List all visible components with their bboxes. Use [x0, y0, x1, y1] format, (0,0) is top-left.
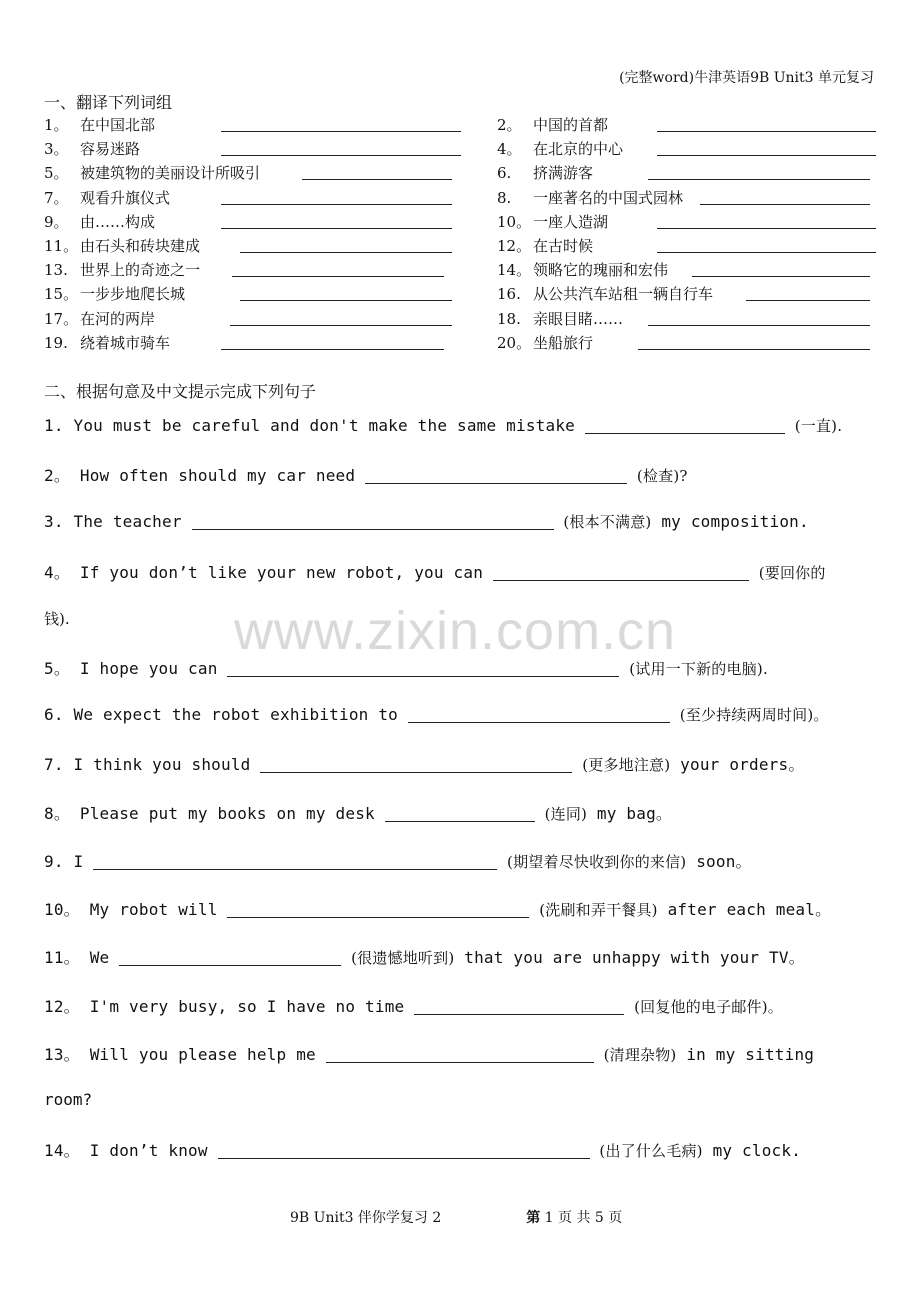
sentence-text: We: [89, 948, 110, 967]
answer-line[interactable]: [230, 325, 452, 326]
answer-blank[interactable]: [414, 998, 624, 1015]
sentence-text: How often should my car need: [79, 466, 356, 485]
sentence-tail: in my sitting: [686, 1045, 815, 1064]
vocab-item: [44, 259, 200, 280]
sentence-tail: my clock.: [712, 1141, 802, 1160]
sentence-text: You must be careful and don't make the same mistake: [73, 416, 575, 435]
answer-line[interactable]: [746, 300, 870, 301]
sentence-text: My robot will: [89, 900, 218, 919]
sentence-text: The teacher: [73, 512, 182, 531]
vocab-text: 中国的首都: [533, 116, 609, 134]
vocab-text: 一座人造湖: [533, 212, 609, 231]
vocab-item: [44, 283, 185, 304]
chinese-hint: (试用一下新的电脑).: [629, 660, 768, 678]
sentence-text: We expect the robot exhibition to: [73, 705, 398, 724]
page-footer: [290, 1207, 622, 1227]
vocab-text: 观看升旗仪式: [80, 188, 171, 207]
vocab-item: [497, 332, 593, 353]
answer-line[interactable]: [221, 228, 452, 229]
vocab-text: 亲眼目睹……: [533, 309, 624, 328]
sentence-number: 2。: [44, 466, 71, 485]
vocab-number: 9。: [44, 212, 69, 231]
chinese-hint: (连同): [544, 805, 588, 823]
chinese-hint: (期望着尽快收到你的来信): [507, 853, 687, 871]
vocab-item: [497, 162, 593, 183]
answer-line[interactable]: [657, 252, 876, 253]
sentence-item: [44, 511, 809, 532]
vocab-item: [44, 235, 200, 256]
sentence-text: I don’t know: [89, 1141, 208, 1160]
footer-page-suffix: 页: [608, 1210, 623, 1226]
vocab-number: 19.: [44, 333, 68, 352]
sentence-tail: my composition.: [661, 512, 809, 531]
vocab-text: 由石头和砖块建成: [80, 237, 201, 255]
answer-line[interactable]: [692, 276, 870, 277]
chinese-hint: (一直).: [794, 417, 843, 435]
sentence-number: 4。: [44, 563, 71, 582]
vocab-number: 11。: [44, 237, 79, 255]
vocab-number: 8.: [497, 188, 512, 207]
vocab-text: 在古时候: [533, 237, 594, 255]
answer-line[interactable]: [232, 276, 444, 277]
vocab-item: [497, 187, 683, 208]
vocab-number: 13.: [44, 261, 68, 280]
sentence-text: I'm very busy, so I have no time: [89, 997, 405, 1016]
vocab-text: 一步步地爬长城: [80, 285, 186, 304]
vocab-number: 3。: [44, 140, 69, 159]
sentence-number: 10。: [44, 900, 80, 919]
vocab-item: [44, 308, 155, 329]
sentence-item: [44, 994, 783, 1017]
answer-blank[interactable]: [192, 513, 554, 530]
sentence-continuation: room?: [44, 1090, 93, 1109]
vocab-text: 容易迷路: [80, 140, 141, 159]
answer-line[interactable]: [302, 179, 452, 180]
vocab-text: 绕着城市骑车: [80, 333, 171, 352]
footer-page-mid: 页 共: [558, 1210, 591, 1226]
sentence-item: [44, 560, 826, 583]
vocab-item: [497, 259, 668, 280]
vocab-item: [497, 308, 623, 329]
answer-blank[interactable]: [119, 949, 341, 966]
sentence-text: I: [73, 852, 84, 871]
vocab-number: 1。: [44, 116, 69, 134]
vocab-item: [44, 162, 260, 183]
chinese-hint: (很遗憾地听到): [351, 949, 455, 967]
chinese-hint: (根本不满意): [563, 513, 652, 531]
sentence-number: 8。: [44, 804, 71, 823]
chinese-hint: (更多地注意): [582, 756, 671, 774]
answer-blank[interactable]: [585, 417, 785, 434]
answer-blank[interactable]: [227, 660, 619, 677]
sentence-tail: soon。: [696, 852, 752, 871]
vocab-item: [44, 332, 170, 353]
sentence-number: 1.: [44, 416, 64, 435]
answer-line[interactable]: [648, 325, 870, 326]
answer-line[interactable]: [638, 349, 870, 350]
answer-line[interactable]: [700, 204, 870, 205]
answer-blank[interactable]: [493, 564, 749, 581]
answer-blank[interactable]: [365, 467, 627, 484]
sentence-number: 3.: [44, 512, 64, 531]
answer-line[interactable]: [240, 300, 452, 301]
vocab-number: 4。: [497, 140, 522, 159]
vocab-text: 一座著名的中国式园林: [533, 188, 684, 207]
sentence-number: 6.: [44, 705, 64, 724]
footer-page-prefix: 第: [526, 1210, 541, 1226]
sentence-item: [44, 945, 805, 968]
answer-blank[interactable]: [218, 1142, 590, 1159]
answer-line[interactable]: [221, 349, 444, 350]
vocab-text: 在河的两岸: [80, 309, 156, 328]
vocab-text: 从公共汽车站租一辆自行车: [533, 285, 714, 304]
vocab-text: 坐船旅行: [533, 333, 594, 352]
vocab-item: [497, 211, 608, 232]
answer-line[interactable]: [648, 179, 870, 180]
section2-title: 二、根据句意及中文提示完成下列句子: [44, 382, 317, 401]
chinese-hint: (检查)?: [636, 467, 688, 485]
section1-title: 一、翻译下列词组: [44, 93, 173, 112]
answer-blank[interactable]: [260, 756, 572, 773]
vocab-number: 10。: [497, 212, 532, 231]
vocab-number: 12。: [497, 237, 532, 255]
vocab-number: 7。: [44, 188, 69, 207]
answer-line[interactable]: [657, 228, 876, 229]
chinese-hint: (出了什么毛病): [599, 1142, 703, 1160]
vocab-number: 17。: [44, 309, 79, 328]
sentence-number: 9.: [44, 852, 64, 871]
sentence-number: 13。: [44, 1045, 80, 1064]
sentence-number: 14。: [44, 1141, 80, 1160]
sentence-number: 11。: [44, 948, 80, 967]
sentence-text: I hope you can: [79, 659, 218, 678]
vocab-number: 16.: [497, 285, 521, 304]
watermark: www.zixin.com.cn: [234, 601, 677, 661]
vocab-text: 在中国北部: [80, 116, 156, 134]
vocab-item: [497, 283, 713, 304]
chinese-hint: (要回你的: [758, 564, 826, 582]
chinese-hint: (至少持续两周时间)。: [679, 706, 829, 724]
answer-line[interactable]: [221, 204, 452, 205]
answer-line[interactable]: [221, 155, 461, 156]
vocab-number: 15。: [44, 285, 79, 304]
answer-line[interactable]: [657, 131, 876, 132]
vocab-item: [44, 114, 155, 135]
answer-blank[interactable]: [93, 853, 497, 870]
chinese-hint: (回复他的电子邮件)。: [634, 998, 783, 1016]
vocab-item: [44, 187, 170, 208]
sentence-tail: that you are unhappy with your TV。: [464, 948, 805, 967]
sentence-item: [44, 415, 842, 436]
answer-line[interactable]: [657, 155, 876, 156]
sentence-item: [44, 849, 752, 872]
vocab-text: 被建筑物的美丽设计所吸引: [80, 164, 261, 183]
vocab-number: 18.: [497, 309, 521, 328]
vocab-item: [44, 138, 140, 159]
answer-line[interactable]: [221, 131, 461, 132]
sentence-item: [44, 463, 688, 486]
sentence-continuation: 钱).: [44, 610, 70, 628]
sentence-tail: after each meal。: [667, 900, 832, 919]
sentence-text: Please put my books on my desk: [79, 804, 375, 823]
sentence-item: [44, 801, 672, 824]
answer-blank[interactable]: [227, 901, 529, 918]
sentence-number: 7.: [44, 755, 64, 774]
vocab-item: [497, 138, 623, 159]
answer-blank[interactable]: [408, 706, 670, 723]
sentence-item: [44, 704, 829, 725]
chinese-hint: (洗刷和弄干餐具): [539, 901, 658, 919]
chinese-hint: (清理杂物): [603, 1046, 677, 1064]
answer-blank[interactable]: [326, 1046, 594, 1063]
sentence-item: [44, 1138, 801, 1161]
footer-title: 9B Unit3 伴你学复习 2: [290, 1210, 442, 1226]
sentence-text: If you don’t like your new robot, you can: [79, 563, 484, 582]
vocab-text: 领略它的瑰丽和宏伟: [533, 261, 669, 280]
vocab-number: 2。: [497, 116, 522, 134]
sentence-item: [44, 752, 805, 775]
sentence-tail: my bag。: [596, 804, 673, 823]
vocab-text: 由……构成: [80, 212, 156, 231]
page-header: (完整word)牛津英语9B Unit3 单元复习: [619, 70, 874, 86]
sentence-number: 12。: [44, 997, 80, 1016]
vocab-number: 5。: [44, 164, 69, 183]
sentence-item: [44, 897, 831, 920]
sentence-text: I think you should: [73, 755, 251, 774]
vocab-number: 20。: [497, 333, 532, 352]
sentence-tail: your orders。: [680, 755, 805, 774]
vocab-item: [44, 211, 155, 232]
vocab-number: 6.: [497, 164, 512, 183]
footer-page-total: 5: [594, 1210, 604, 1226]
answer-line[interactable]: [240, 252, 452, 253]
vocab-item: [497, 114, 608, 135]
vocab-number: 14。: [497, 261, 532, 280]
sentence-text: Will you please help me: [89, 1045, 316, 1064]
vocab-text: 挤满游客: [533, 164, 594, 183]
footer-page-number: 1: [544, 1210, 554, 1226]
sentence-item: [44, 1042, 814, 1065]
vocab-text: 在北京的中心: [533, 140, 624, 159]
answer-blank[interactable]: [385, 805, 535, 822]
vocab-item: [497, 235, 593, 256]
vocab-text: 世界上的奇迹之一: [80, 261, 201, 280]
sentence-number: 5。: [44, 659, 71, 678]
